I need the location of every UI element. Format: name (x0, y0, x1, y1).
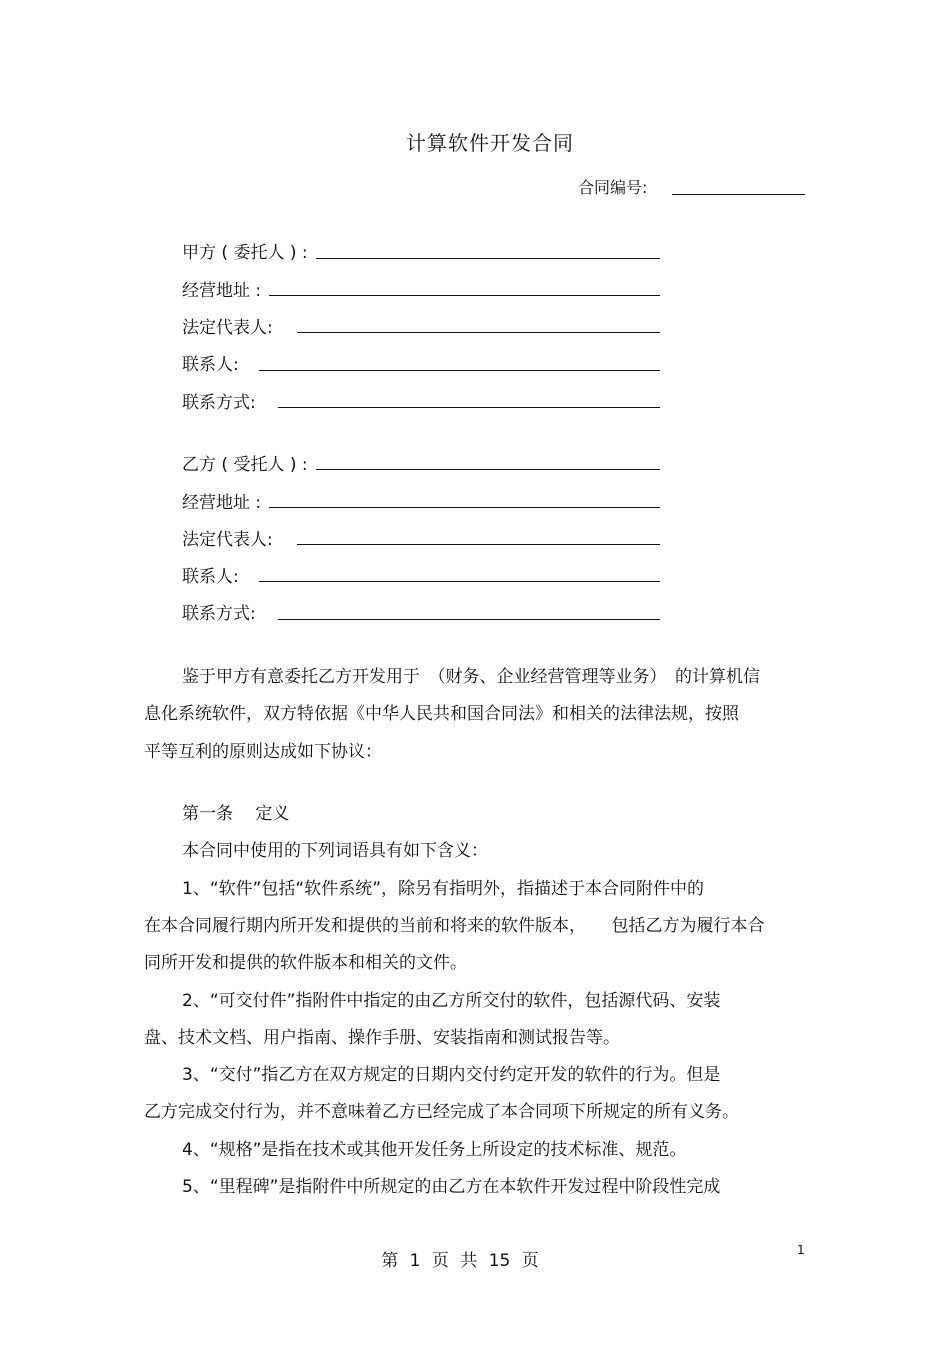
preamble-line-1: 鉴于甲方有意委托乙方开发用于 （财务、企业经营管理等业务） 的计算机信 (182, 667, 760, 687)
party-b-legal-rep-blank[interactable] (297, 544, 660, 545)
party-b-contact-blank[interactable] (259, 581, 660, 582)
party-a-name-label: 甲方 ( 委托人 ) : (182, 243, 308, 263)
party-b-address-label: 经营地址 : (182, 493, 262, 513)
party-a-contact-method-blank[interactable] (278, 407, 660, 408)
page-indicator: 第 1 页 共 15 页 (381, 1251, 539, 1271)
page-number: 1 (797, 1243, 805, 1257)
contract-number-label: 合同编号: (578, 178, 648, 197)
party-a-contact-method-label: 联系方式: (182, 393, 256, 413)
article-1-heading: 第一条 定义 (182, 804, 290, 824)
definition-4-line-1: 4、“规格”是指在技术或其他开发任务上所设定的技术标准、规范。 (182, 1140, 687, 1160)
party-b-contact-method-blank[interactable] (278, 619, 660, 620)
preamble-line-3: 平等互利的原则达成如下协议： (144, 742, 382, 762)
party-a-name-blank[interactable] (316, 258, 660, 259)
preamble-line-2: 息化系统软件，双方特依据《中华人民共和国合同法》和相关的法律法规，按照 (144, 704, 739, 724)
article-1-intro: 本合同中使用的下列词语具有如下含义： (182, 841, 488, 861)
document-title: 计算软件开发合同 (406, 131, 574, 155)
party-a-contact-blank[interactable] (259, 370, 660, 371)
definition-1-line-3: 同所开发和提供的软件版本和相关的文件。 (144, 953, 467, 973)
party-a-legal-rep-blank[interactable] (297, 332, 660, 333)
party-b-name-label: 乙方 ( 受托人 ) : (182, 455, 308, 475)
definition-2-line-1: 2、“可交付件”指附件中指定的由乙方所交付的软件，包括源代码、安装 (182, 991, 721, 1011)
party-b-legal-rep-label: 法定代表人: (182, 530, 273, 550)
party-b-contact-method-label: 联系方式: (182, 604, 256, 624)
party-a-contact-label: 联系人: (182, 355, 239, 375)
party-b-name-blank[interactable] (316, 469, 660, 470)
contract-number-blank[interactable] (672, 194, 805, 195)
party-a-legal-rep-label: 法定代表人: (182, 318, 273, 338)
definition-2-line-2: 盘、技术文档、用户指南、操作手册、安装指南和测试报告等。 (144, 1028, 620, 1048)
party-a-address-blank[interactable] (269, 295, 660, 296)
party-b-address-blank[interactable] (269, 507, 660, 508)
party-b-contact-label: 联系人: (182, 567, 239, 587)
party-a-address-label: 经营地址 : (182, 281, 262, 301)
definition-3-line-1: 3、“交付”指乙方在双方规定的日期内交付约定开发的软件的行为。但是 (182, 1065, 721, 1085)
definition-5-line-1: 5、“里程碑”是指附件中所规定的由乙方在本软件开发过程中阶段性完成 (182, 1177, 721, 1197)
definition-1-line-1: 1、“软件”包括“软件系统”，除另有指明外，指描述于本合同附件中的 (182, 879, 705, 899)
definition-1-line-2: 在本合同履行期内所开发和提供的当前和将来的软件版本， 包括乙方为履行本合 (144, 916, 765, 936)
definition-3-line-2: 乙方完成交付行为，并不意味着乙方已经完成了本合同项下所规定的所有义务。 (144, 1102, 739, 1122)
